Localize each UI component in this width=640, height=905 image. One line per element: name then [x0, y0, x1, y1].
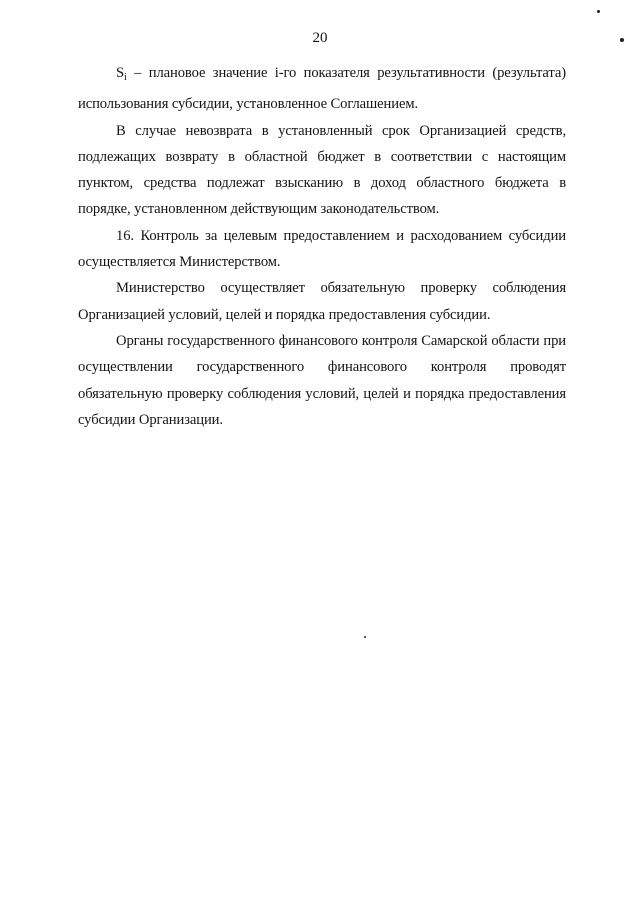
scan-speck — [364, 636, 366, 638]
scan-speck — [620, 38, 624, 42]
paragraph-item-16: 16. Контроль за целевым предоставлением и расходованием субсидии осуществляется Министерством. — [78, 227, 566, 271]
formula-symbol: S — [116, 65, 125, 81]
page-number: 20 — [312, 30, 328, 46]
paragraph-nonreturn: В случае невозврата в установленный срок Организацией средств, подлежащих возврату в областной бюджет в соответствии с настоящим пунктом, средства подлежат взысканию в доход областного бюджета в порядке, установленном действующим законодательством. — [78, 122, 566, 218]
document-body — [78, 60, 566, 433]
formula-definition-text: – плановое значение i-го показателя результативности (результата) использования субсидии, установленное Соглашением. — [78, 65, 566, 113]
paragraph-ministry-check: Министерство осуществляет обязательную проверку соблюдения Организацией условий, целей и порядка предоставления субсидии. — [78, 280, 566, 323]
scan-speck — [597, 10, 600, 13]
formula-definition-paragraph — [78, 60, 566, 118]
paragraph-financial-control: Органы государственного финансового контроля Самарской области при осуществлении государственного финансового контроля проводят обязательную проверку соблюдения условий, целей и порядка предоставления субсидии Организации. — [78, 332, 566, 428]
formula-subscript: i — [124, 72, 127, 83]
